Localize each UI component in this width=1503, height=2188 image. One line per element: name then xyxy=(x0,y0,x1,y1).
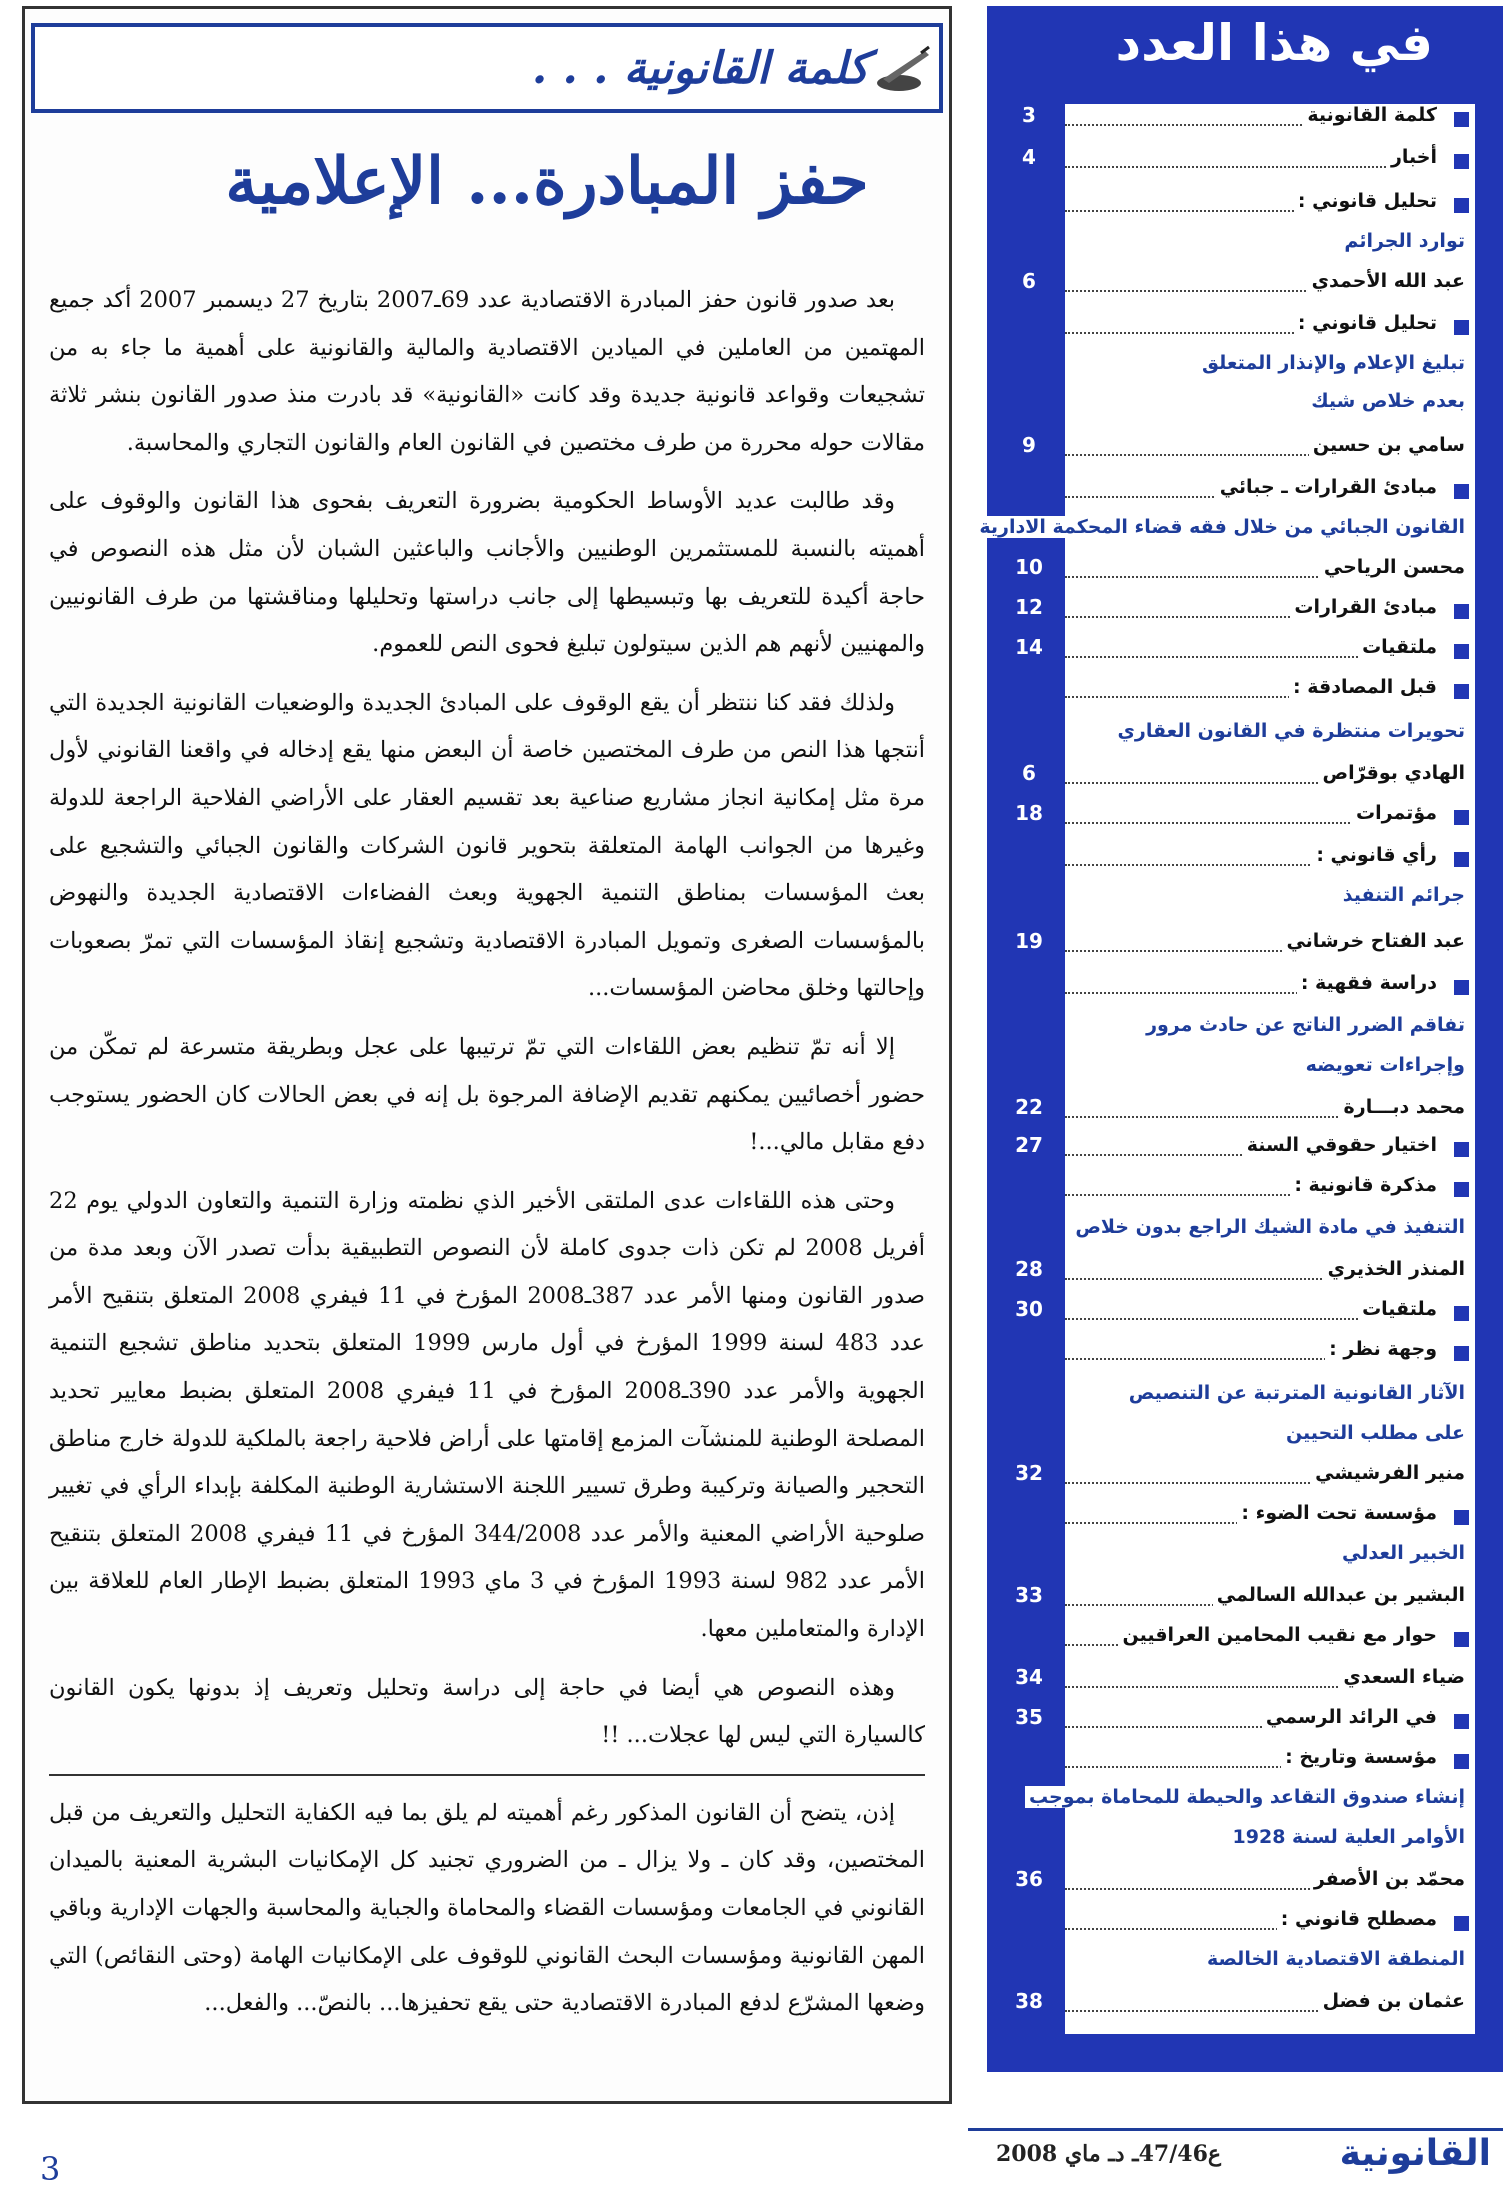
toc-page-number: 19 xyxy=(1015,929,1043,953)
toc-item xyxy=(1015,1705,1475,1740)
toc-page-number: 3 xyxy=(1022,103,1036,127)
toc-item xyxy=(1065,1216,1475,1250)
article-headline: حفز المبادرة... الإعلامية xyxy=(225,144,869,219)
square-bullet-icon xyxy=(1454,810,1469,825)
toc-page-number: 6 xyxy=(1022,269,1036,293)
toc-item xyxy=(1022,145,1475,180)
toc-section: مبادئ القرارات xyxy=(1290,596,1437,618)
toc-item xyxy=(1065,972,1475,1006)
toc-item xyxy=(1065,230,1475,264)
toc-article-title: بعدم خلاص شيك xyxy=(1307,390,1465,412)
toc-item xyxy=(1065,1054,1475,1088)
article-paragraph: وقد طالبت عديد الأوساط الحكومية بضرورة التعريف بفحوى هذا القانون والوقوف على أهميته بالنسبة للمستثمرين الوطنيين والأجانب والباعثين الشبان لأن مثل هذه النصوص في حاجة أكيدة للتعريف بها وتبسيطها إلى جانب دراستها وتحليلها ومناقشتها من طرف القانونيين والمهنيين لأنهم هم الذين سيتولون تبليغ فحوى النص للعموم. xyxy=(49,488,925,658)
issue-label: ع47/46ـ دـ ماي 2008 xyxy=(996,2141,1222,2167)
toc-article-title: على مطلب التحيين xyxy=(1282,1422,1465,1444)
toc-item xyxy=(1065,476,1475,510)
square-bullet-icon xyxy=(1454,1916,1469,1931)
toc-page-number: 36 xyxy=(1015,1867,1043,1891)
section-title: كلمة القانونية . . . xyxy=(531,42,869,94)
toc-author: عبد الفتاح خرشاني xyxy=(1282,930,1465,952)
toc-item xyxy=(1065,1624,1475,1658)
toc-section: مذكرة قانونية : xyxy=(1290,1174,1437,1196)
toc-page-number: 32 xyxy=(1015,1461,1043,1485)
dotted-leader xyxy=(1065,166,1437,168)
toc-page-number: 4 xyxy=(1022,145,1036,169)
square-bullet-icon xyxy=(1454,1306,1469,1321)
article-paragraph: إلا أنه تمّ تنظيم بعض اللقاءات التي تمّ ترتيبها على عجل وبطريقة متسرعة لم تمكّن من حضور أخصائيين يمكنهم تقديم الإضافة المرجوة بل إنه في بعض الحالات كان الحضور يستوجب دفع مقابل مالي...! xyxy=(49,1033,925,1156)
toc-page-number: 12 xyxy=(1015,595,1043,619)
toc-item xyxy=(1015,555,1475,590)
toc-page-number: 18 xyxy=(1015,801,1043,825)
toc-article-title: تفاقم الضرر الناتج عن حادث مرور xyxy=(1142,1014,1465,1036)
toc-section: مصطلح قانوني : xyxy=(1277,1908,1437,1930)
toc-author: منير الفرشيشي xyxy=(1311,1462,1465,1484)
toc-section: كلمة القانونية xyxy=(1303,104,1437,126)
article-paragraph: وحتى هذه اللقاءات عدى الملتقى الأخير الذي نظمته وزارة التنمية والتعاون الدولي يوم 22 أفريل 2008 لم تكن ذات جدوى كاملة لأن النصوص التطبيقية بدأت تصدر الآن وبعد مدة من صدور القانون ومنها الأمر عدد 387ـ2008 المؤرخ في 11 فيفري 2008 المتعلق بتنقيح الأمر عدد 483 لسنة 1999 المؤرخ في أول مارس 1999 المتعلق بتحديد مناطق تشجيع التنمية الجهوية والأمر عدد 390ـ2008 المؤرخ في 11 فيفري 2008 المتعلق بضبط معايير تحديد المصلحة الوطنية للمنشآت المزمع إقامتها على أراض فلاحية راجعة بالملكية للدولة خارج مناطق التحجير والصيانة وتركيبة وطرق تسيير اللجنة الاستشارية الوطنية المكلفة بإبداء الرأي في تغيير صلوحية الأراضي المعنية والأمر عدد 344/2008 المؤرخ في 11 فيفري 2008 المتعلق بتنقيح الأمر عدد 982 لسنة 1993 المؤرخ في 3 ماي 1993 المتعلق بضبط الإطار العام للعلاقة بين الإدارة والمتعاملين معها. xyxy=(49,1187,926,1643)
toc-item xyxy=(1015,1989,1475,2024)
toc-item xyxy=(1022,269,1475,304)
article-paragraph: بعد صدور قانون حفز المبادرة الاقتصادية عدد 69ـ2007 بتاريخ 27 ديسمبر 2007 أكد جميع المهتمين من العاملين في الميادين الاقتصادية والمالية والقانونية على أهمية ما جاء به من تشجيعات وقواعد قانونية جديدة وقد كانت «القانونية» قد بادرت منذ صدور القانون بنشر ثلاثة مقالات حوله محررة من طرف مختصين في القانون العام والقانون التجاري والمحاسبة. xyxy=(49,287,925,456)
toc-item xyxy=(1015,1583,1475,1618)
toc-page-number: 34 xyxy=(1015,1665,1043,1689)
square-bullet-icon xyxy=(1454,484,1469,499)
toc-item xyxy=(1028,1786,1475,1820)
toc-author: المنذر الخذيري xyxy=(1324,1258,1465,1280)
toc-item xyxy=(1065,1382,1475,1416)
toc-item xyxy=(1065,884,1475,918)
toc-item xyxy=(1065,1174,1475,1208)
toc-author: سامي بن حسين xyxy=(1309,434,1465,456)
article-paragraph: إذن، يتضح أن القانون المذكور رغم أهميته لم يلق بما فيه الكفاية التحليل والتعريف من قبل المختصين، وقد كان ـ ولا يزال ـ من الضروري تجنيد كل الإمكانيات البشرية المعنية بالميدان القانوني في الجامعات ومؤسسات القضاء والمحاماة والجباية والمحاسبة والجهات الإدارية وباقي المهن القانونية ومؤسسات البحث القانوني للوقوف على الإمكانيات الهامة (وحتى النقائص) التي وضعها المشرّع لدفع المبادرة الاقتصادية حتى يقع تحفيزها... بالنصّ... والفعل... xyxy=(49,1774,925,2028)
toc-page-number: 14 xyxy=(1015,635,1043,659)
toc-section: قبل المصادقة : xyxy=(1289,676,1437,698)
toc-page-number: 9 xyxy=(1022,433,1036,457)
toc-article-title: جرائم التنفيذ xyxy=(1339,884,1465,906)
magazine-logo: القانونية xyxy=(1339,2133,1491,2174)
toc-item xyxy=(1022,433,1475,468)
toc-author: ضياء السعدي xyxy=(1339,1666,1465,1688)
square-bullet-icon xyxy=(1454,1714,1469,1729)
toc-section: ملتقيات xyxy=(1358,636,1437,658)
toc-item xyxy=(1015,1297,1475,1332)
toc-section: تحليل قانوني : xyxy=(1294,190,1437,212)
footer-bar xyxy=(968,2128,1503,2187)
toc-item xyxy=(1065,1746,1475,1780)
toc-article-title: تبليغ الإعلام والإنذار المتعلق xyxy=(1198,352,1465,374)
toc-item xyxy=(1065,1502,1475,1536)
toc-article-title: توارد الجرائم xyxy=(1340,230,1465,252)
toc-author: محمّد بن الأصفر xyxy=(1310,1868,1465,1890)
toc-author: عثمان بن فضل xyxy=(1319,1990,1465,2012)
toc-section: رأي قانوني : xyxy=(1312,844,1437,866)
square-bullet-icon xyxy=(1454,112,1469,127)
toc-section: مؤتمرات xyxy=(1352,802,1437,824)
quill-pen-icon xyxy=(873,45,931,95)
toc-section: مبادئ القرارات ـ جبائي xyxy=(1216,476,1437,498)
toc-author: محسن الرياحي xyxy=(1320,556,1465,578)
toc-author: البشير بن عبدالله السالمي xyxy=(1213,1584,1465,1606)
toc-item xyxy=(1065,1908,1475,1942)
toc-item xyxy=(1015,1461,1475,1496)
toc-item xyxy=(1065,1338,1475,1372)
toc-page-number: 22 xyxy=(1015,1095,1043,1119)
toc-page-number: 33 xyxy=(1015,1583,1043,1607)
toc-item xyxy=(1065,1014,1475,1048)
toc-item xyxy=(1015,801,1475,836)
toc-item xyxy=(1065,844,1475,878)
toc-page-number: 28 xyxy=(1015,1257,1043,1281)
toc-item xyxy=(1065,352,1475,386)
square-bullet-icon xyxy=(1454,644,1469,659)
toc-author: عبد الله الأحمدي xyxy=(1308,270,1465,292)
square-bullet-icon xyxy=(1454,1510,1469,1525)
toc-item xyxy=(1015,1257,1475,1292)
square-bullet-icon xyxy=(1454,980,1469,995)
square-bullet-icon xyxy=(1454,1632,1469,1647)
square-bullet-icon xyxy=(1454,852,1469,867)
toc-article-title: التنفيذ في مادة الشيك الراجع بدون خلاص xyxy=(1071,1216,1465,1238)
toc-page-number: 35 xyxy=(1015,1705,1043,1729)
toc-section: دراسة فقهية : xyxy=(1297,972,1437,994)
toc-item xyxy=(1015,635,1475,670)
article-paragraph: ولذلك فقد كنا ننتظر أن يقع الوقوف على المبادئ الجديدة والوضعيات القانونية الجديدة التي أنتجها هذا النص من طرف المختصين خاصة أن البعض منها يقع إدخاله في واقعنا القانوني لأول مرة مثل إمكانية انجاز مشاريع صناعية بعد تقسيم العقار على الأراضي الفلاحية الراجعة للدولة وغيرها من الجوانب الهامة المتعلقة بتحوير قانون الشركات والقانون الجبائي والتشجيع على بعث المؤسسات بمناطق التنمية الجهوية وبعث الفضاءات الاقتصادية الجديدة والنهوض بالمؤسسات الصغرى وتمويل المبادرة الاقتصادية وتشجيع إنقاذ المؤسسات التي تمرّ بصعوبات وإحالتها وخلق محاضن المؤسسات... xyxy=(49,689,925,1002)
toc-section: تحليل قانوني : xyxy=(1294,312,1437,334)
toc-item xyxy=(1065,720,1475,754)
toc-page-number: 10 xyxy=(1015,555,1043,579)
article-body xyxy=(49,277,925,2081)
toc-item xyxy=(1015,1095,1475,1130)
toc-section: مؤسسة تحت الضوء : xyxy=(1237,1502,1437,1524)
contents-title: في هذا العدد xyxy=(1115,14,1433,72)
toc-item xyxy=(1015,1665,1475,1700)
square-bullet-icon xyxy=(1454,154,1469,169)
toc-item xyxy=(1065,312,1475,346)
toc-section: مؤسسة وتاريخ : xyxy=(1281,1746,1437,1768)
contents-panel xyxy=(979,103,1475,2034)
square-bullet-icon xyxy=(1454,198,1469,213)
square-bullet-icon xyxy=(1454,1346,1469,1361)
toc-item xyxy=(1065,1542,1475,1576)
page-number: 3 xyxy=(40,2150,61,2188)
toc-page-number: 30 xyxy=(1015,1297,1043,1321)
toc-article-title: إنشاء صندوق التقاعد والحيطة للمحاماة بموجب xyxy=(1025,1786,1465,1808)
toc-item xyxy=(1065,676,1475,710)
table-of-contents xyxy=(979,6,1503,2072)
toc-author: الهادي بوقرّاص xyxy=(1319,762,1465,784)
toc-section: حوار مع نقيب المحامين العراقيين xyxy=(1118,1624,1437,1646)
toc-section: وجهة نظر : xyxy=(1325,1338,1437,1360)
toc-article-title: الآثار القانونية المترتبة عن التنصيص xyxy=(1125,1382,1465,1404)
toc-item xyxy=(1065,1422,1475,1456)
toc-page-number: 27 xyxy=(1015,1133,1043,1157)
section-header xyxy=(31,23,943,113)
toc-article-title: تحويرات منتظرة في القانون العقاري xyxy=(1114,720,1466,742)
square-bullet-icon xyxy=(1454,1142,1469,1157)
square-bullet-icon xyxy=(1454,1182,1469,1197)
toc-item xyxy=(979,516,1475,550)
toc-item xyxy=(1065,390,1475,424)
toc-section: في الرائد الرسمي xyxy=(1262,1706,1437,1728)
toc-page-number: 38 xyxy=(1015,1989,1043,2013)
square-bullet-icon xyxy=(1454,320,1469,335)
editorial-column xyxy=(22,6,952,2104)
toc-article-title: المنطقة الاقتصادية الخالصة xyxy=(1203,1948,1465,1970)
toc-section: اختيار حقوقي السنة xyxy=(1243,1134,1437,1156)
square-bullet-icon xyxy=(1454,604,1469,619)
toc-article-title: الأوامر العلية لسنة 1928 xyxy=(1229,1826,1465,1848)
toc-item xyxy=(1022,103,1475,138)
toc-article-title: الخبير العدلي xyxy=(1338,1542,1465,1564)
toc-item xyxy=(1015,595,1475,630)
toc-item xyxy=(1065,190,1475,224)
toc-article-title: وإجراءات تعويضه xyxy=(1302,1054,1465,1076)
toc-page-number: 6 xyxy=(1022,761,1036,785)
square-bullet-icon xyxy=(1454,1754,1469,1769)
toc-item xyxy=(1015,1867,1475,1902)
toc-author: محمد دبـــارة xyxy=(1340,1096,1465,1118)
square-bullet-icon xyxy=(1454,684,1469,699)
toc-item xyxy=(1015,929,1475,964)
toc-item xyxy=(1022,761,1475,796)
toc-item xyxy=(1015,1133,1475,1168)
toc-section: ملتقيات xyxy=(1358,1298,1437,1320)
toc-item xyxy=(1065,1826,1475,1860)
toc-section: أخبار xyxy=(1387,146,1437,168)
toc-item xyxy=(1065,1948,1475,1982)
toc-article-title: القانون الجبائي من خلال فقه قضاء المحكمة الادارية xyxy=(975,516,1465,538)
article-paragraph: وهذه النصوص هي أيضا في حاجة إلى دراسة وتحليل وتعريف إذ بدونها يكون القانون كالسيارة التي ليس لها عجلات... !! xyxy=(49,1674,925,1749)
